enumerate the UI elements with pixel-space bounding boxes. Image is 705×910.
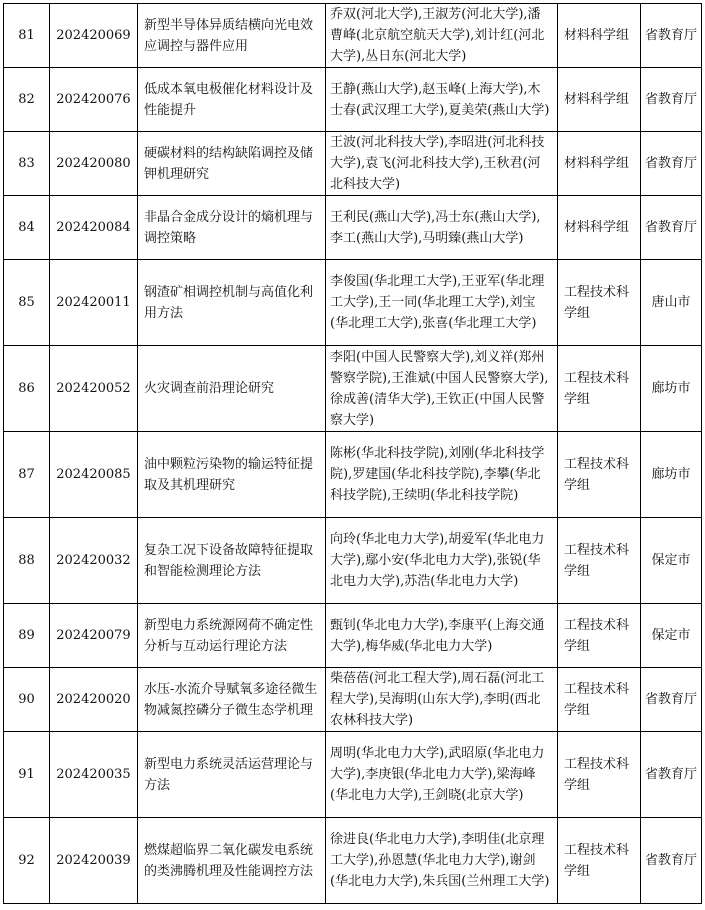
project-id: 202420039 [50,818,138,904]
table-row [4,432,702,518]
recommender: 省教育厅 [641,132,702,196]
project-id: 202420084 [50,196,138,260]
project-authors: 李阳(中国人民警察大学),刘义祥(郑州警察学院),王淮斌(中国人民警察大学),徐成善(清华大学),王钦正(中国人民警察大学) [326,346,558,432]
project-authors: 周明(华北电力大学),武昭原(华北电力大学),李庚银(华北电力大学),梁海峰(华北电力大学),王剑晓(北京大学) [326,732,558,818]
project-id: 202420052 [50,346,138,432]
row-number: 84 [4,196,50,260]
project-authors: 王利民(燕山大学),冯士东(燕山大学),李工(燕山大学),马明臻(燕山大学) [326,196,558,260]
project-id: 202420035 [50,732,138,818]
review-group: 材料科学组 [558,4,641,68]
recommender: 省教育厅 [641,818,702,904]
project-id: 202420032 [50,518,138,604]
row-number: 88 [4,518,50,604]
review-group: 工程技术科学组 [558,668,641,732]
row-number: 87 [4,432,50,518]
row-number: 92 [4,818,50,904]
row-number: 86 [4,346,50,432]
project-id: 202420085 [50,432,138,518]
project-title: 新型电力系统源网荷不确定性分析与互动运行理论方法 [138,604,326,668]
review-group: 工程技术科学组 [558,432,641,518]
recommender: 省教育厅 [641,68,702,132]
project-title: 钢渣矿相调控机制与高值化利用方法 [138,260,326,346]
row-number: 81 [4,4,50,68]
award-table-body [4,4,702,904]
row-number: 89 [4,604,50,668]
project-id: 202420079 [50,604,138,668]
recommender: 保定市 [641,518,702,604]
row-number: 91 [4,732,50,818]
review-group: 工程技术科学组 [558,260,641,346]
row-number: 90 [4,668,50,732]
project-authors: 甄钊(华北电力大学),李康平(上海交通大学),梅华威(华北电力大学) [326,604,558,668]
project-title: 新型半导体异质结横向光电效应调控与器件应用 [138,4,326,68]
project-title: 复杂工况下设备故障特征提取和智能检测理论方法 [138,518,326,604]
table-row [4,68,702,132]
project-authors: 柴蓓蓓(河北工程大学),周石磊(河北工程大学),吴海明(山东大学),李明(西北农林科技大学) [326,668,558,732]
project-title: 火灾调查前沿理论研究 [138,346,326,432]
table-row [4,4,702,68]
review-group: 工程技术科学组 [558,818,641,904]
recommender: 省教育厅 [641,4,702,68]
project-id: 202420020 [50,668,138,732]
table-row [4,668,702,732]
recommender: 省教育厅 [641,732,702,818]
table-row [4,132,702,196]
table-row [4,260,702,346]
project-title: 水压-水流介导赋氧多途径微生物减氮控磷分子微生态学机理 [138,668,326,732]
review-group: 材料科学组 [558,196,641,260]
project-id: 202420076 [50,68,138,132]
table-row [4,196,702,260]
project-id: 202420011 [50,260,138,346]
row-number: 83 [4,132,50,196]
project-authors: 陈彬(华北科技学院),刘刚(华北科技学院),罗建国(华北科技学院),李攀(华北科技学院),王续明(华北科技学院) [326,432,558,518]
recommender: 省教育厅 [641,668,702,732]
project-authors: 向玲(华北电力大学),胡爱军(华北电力大学),鄢小安(华北电力大学),张锐(华北电力大学),苏浩(华北电力大学) [326,518,558,604]
review-group: 工程技术科学组 [558,604,641,668]
project-id: 202420080 [50,132,138,196]
recommender: 省教育厅 [641,196,702,260]
table-row [4,518,702,604]
recommender: 廊坊市 [641,432,702,518]
review-group: 材料科学组 [558,132,641,196]
table-row [4,818,702,904]
project-title: 硬碳材料的结构缺陷调控及储钾机理研究 [138,132,326,196]
row-number: 82 [4,68,50,132]
recommender: 保定市 [641,604,702,668]
review-group: 工程技术科学组 [558,732,641,818]
project-title: 非晶合金成分设计的熵机理与调控策略 [138,196,326,260]
project-title: 燃煤超临界二氧化碳发电系统的类沸腾机理及性能调控方法 [138,818,326,904]
table-row [4,346,702,432]
project-title: 新型电力系统灵活运营理论与方法 [138,732,326,818]
project-title: 低成本氧电极催化材料设计及性能提升 [138,68,326,132]
award-table [3,3,702,904]
review-group: 工程技术科学组 [558,346,641,432]
project-authors: 王波(河北科技大学),李昭进(河北科技大学),袁飞(河北科技大学),王秋君(河北科技大学) [326,132,558,196]
project-authors: 徐进良(华北电力大学),李明佳(北京理工大学),孙恩慧(华北电力大学),谢剑(华北电力大学),朱兵国(兰州理工大学) [326,818,558,904]
recommender: 廊坊市 [641,346,702,432]
table-row [4,732,702,818]
recommender: 唐山市 [641,260,702,346]
row-number: 85 [4,260,50,346]
project-title: 油中颗粒污染物的输运特征提取及其机理研究 [138,432,326,518]
review-group: 材料科学组 [558,68,641,132]
project-authors: 王静(燕山大学),赵玉峰(上海大学),木士春(武汉理工大学),夏美荣(燕山大学) [326,68,558,132]
project-authors: 乔双(河北大学),王淑芳(河北大学),潘曹峰(北京航空航天大学),刘计红(河北大学),丛日东(河北大学) [326,4,558,68]
project-authors: 李俊国(华北理工大学),王亚军(华北理工大学),王一同(华北理工大学),刘宝(华北理工大学),张喜(华北理工大学) [326,260,558,346]
project-id: 202420069 [50,4,138,68]
table-row [4,604,702,668]
review-group: 工程技术科学组 [558,518,641,604]
